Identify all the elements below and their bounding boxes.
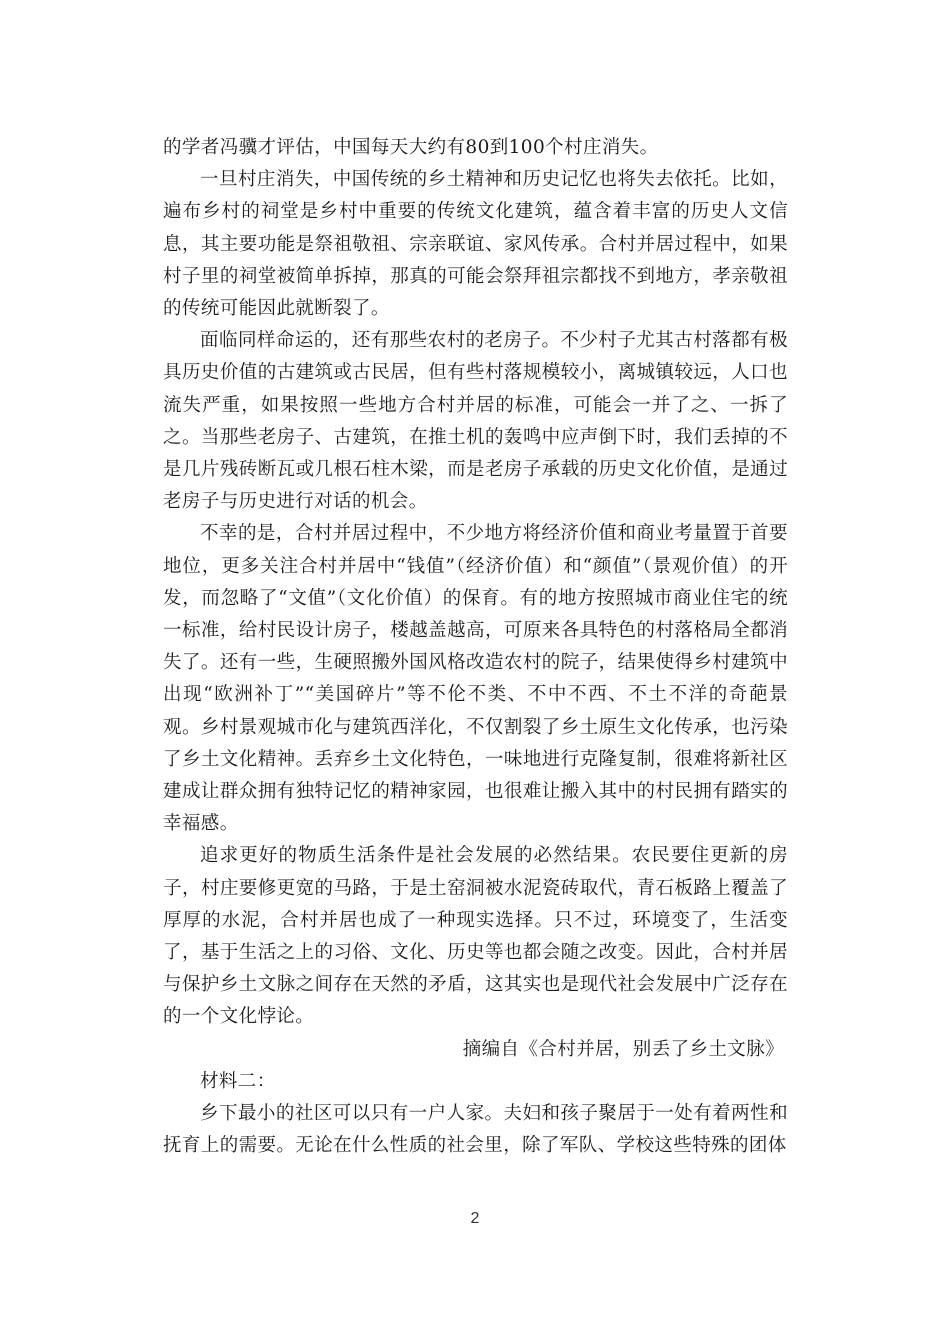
paragraph-living-conditions: 追求更好的物质生活条件是社会发展的必然结果。农民要住更新的房子，村庄要修更宽的马路，于是土窑洞被水泥瓷砖取代，青石板路上覆盖了厚厚的水泥，合村并居也成了一种现实选择。只不过，环境变了，生活变了，基于生活之上的习俗、文化、历史等也都会随之改变。因此，合村并居与保护乡土文脉之间存在天然的矛盾，这其实也是现代社会发展中广泛存在的一个文化悖论。	[163, 845, 788, 1028]
paragraph-cultural-value: 不幸的是，合村并居过程中，不少地方将经济价值和商业考量置于首要地位，更多关注合村并居中“钱值”（经济价值）和“颜值”（景观价值）的开发，而忽略了“文值”（文化价值）的保育。有的地方按照城市商业住宅的统一标准，给村民设计房子，楼越盖越高，可原来各具特色的村落格局全都消失了。还有一些，生硬照搬外国风格改造农村的院子，结果使得乡村建筑中出现“欧洲补丁”“美国碎片”等不伦不类、不中不西、不土不洋的奇葩景观。乡村景观城市化与建筑西洋化，不仅割裂了乡土原生文化传承，也污染了乡土文化精神。丢弃乡土文化特色，一味地进行克隆复制，很难将新社区建成让群众拥有独特记忆的精神家园，也很难让搬入其中的村民拥有踏实的幸福感。	[163, 523, 788, 835]
paragraph-continuation: 的学者冯骥才评估，中国每天大约有80到100个村庄消失。	[163, 137, 659, 158]
material-two-heading: 材料二：	[200, 1070, 276, 1092]
source-citation: 摘编自《合村并居，别丢了乡土文脉》	[462, 1038, 784, 1060]
page-number: 2	[470, 1210, 480, 1227]
paragraph-material-two: 乡下最小的社区可以只有一户人家。夫妇和孩子聚居于一处有着两性和抚育上的需要。无论在什么性质的社会里，除了军队、学校这些特殊的团体	[163, 1103, 788, 1157]
paragraph-ancestral-hall: 一旦村庄消失，中国传统的乡土精神和历史记忆也将失去依托。比如，遍布乡村的祠堂是乡村中重要的传统文化建筑，蕴含着丰富的历史人文信息，其主要功能是祭祖敬祖、宗亲联谊、家风传承。合村并居过程中，如果村子里的祠堂被简单拆掉，那真的可能会祭拜祖宗都找不到地方，孝亲敬祖的传统可能因此就断裂了。	[163, 169, 788, 320]
paragraph-old-houses: 面临同样命运的，还有那些农村的老房子。不少村子尤其古村落都有极具历史价值的古建筑或古民居，但有些村落规模较小，离城镇较远，人口也流失严重，如果按照一些地方合村并居的标准，可能会一并了之、一拆了之。当那些老房子、古建筑，在推土机的轰鸣中应声倒下时，我们丢掉的不是几片残砖断瓦或几根石柱木梁，而是老房子承载的历史文化价值，是通过老房子与历史进行对话的机会。	[163, 330, 788, 513]
document-body	[163, 132, 788, 1163]
